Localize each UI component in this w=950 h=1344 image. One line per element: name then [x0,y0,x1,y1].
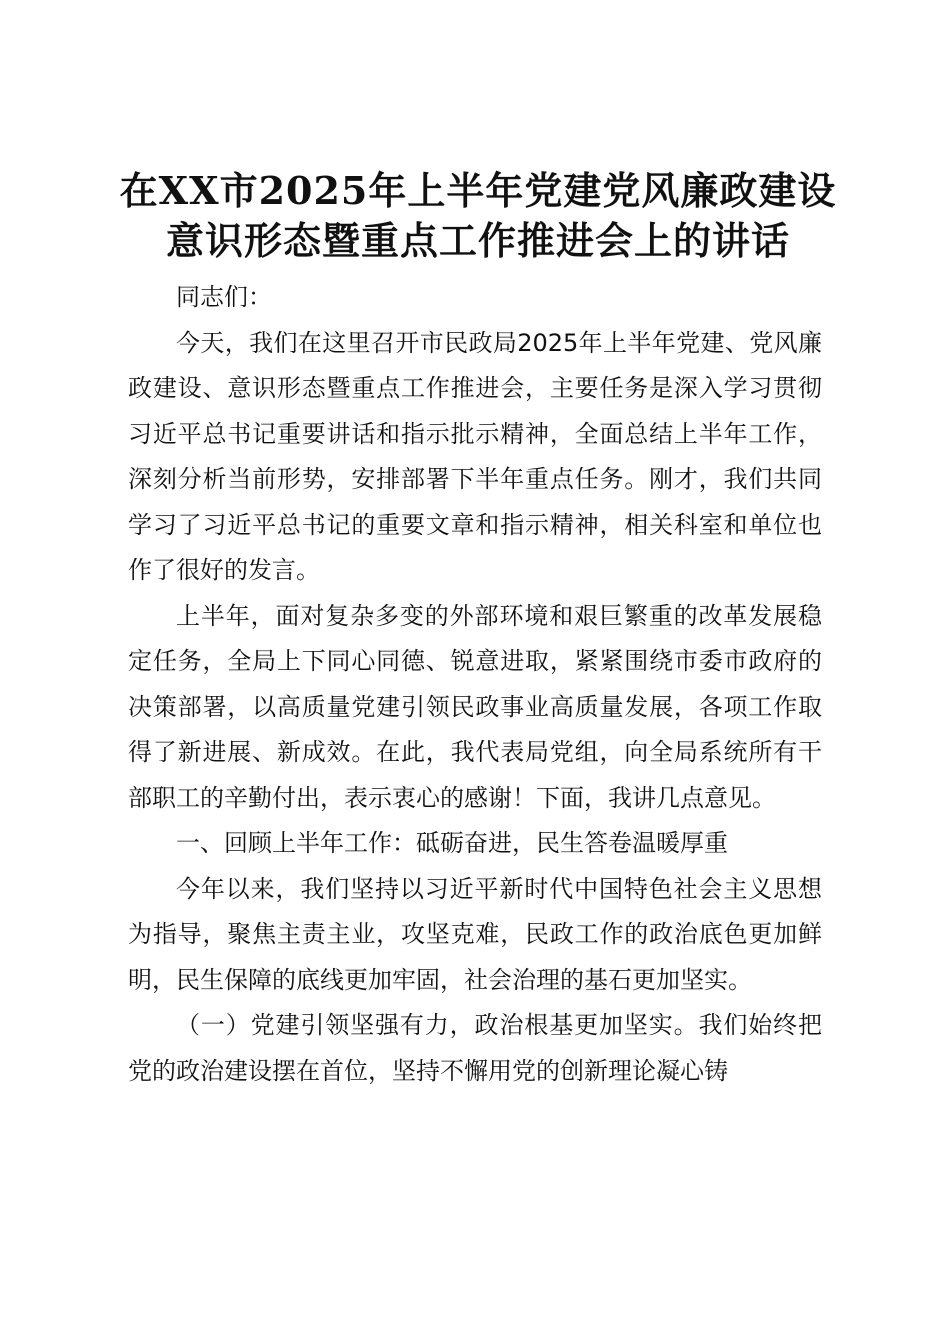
greeting: 同志们： [176,283,272,311]
section-heading: 一、回顾上半年工作：砥砺奋进，民生答卷温暖厚重 [176,829,728,857]
document-title: 在XX市2025年上半年党建党风廉政建设意识形态暨重点工作推进会上的讲话 [119,168,837,263]
paragraph-section-intro: 今年以来，我们坚持以习近平新时代中国特色社会主义思想为指导，聚焦主责主业，攻坚克难，民政工作的政治底色更加鲜明，民生保障的底线更加牢固，社会治理的基石更加坚实。 [128,874,822,994]
paragraph-summary: 上半年，面对复杂多变的外部环境和艰巨繁重的改革发展稳定任务，全局上下同心同德、锐意进取，紧紧围绕市委市政府的决策部署，以高质量党建引领民政事业高质量发展，各项工作取得了新进展、新成效。在此，我代表局党组，向全局系统所有干部职工的辛勤付出，表示衷心的感谢！下面，我讲几点意见。 [128,601,822,812]
paragraph-opening: 今天，我们在这里召开市民政局2025年上半年党建、党风廉政建设、意识形态暨重点工作推进会，主要任务是深入学习贯彻习近平总书记重要讲话和指示批示精神，全面总结上半年工作，深刻分析当前形势，安排部署下半年重点任务。刚才，我们共同学习了习近平总书记的重要文章和指示精神，相关科室和单位也作了很好的发言。 [128,328,822,584]
paragraph-subsection-one: （一）党建引领坚强有力，政治根基更加坚实。我们始终把党的政治建设摆在首位，坚持不懈用党的创新理论凝心铸 [128,1011,822,1085]
document-body [128,275,822,1094]
